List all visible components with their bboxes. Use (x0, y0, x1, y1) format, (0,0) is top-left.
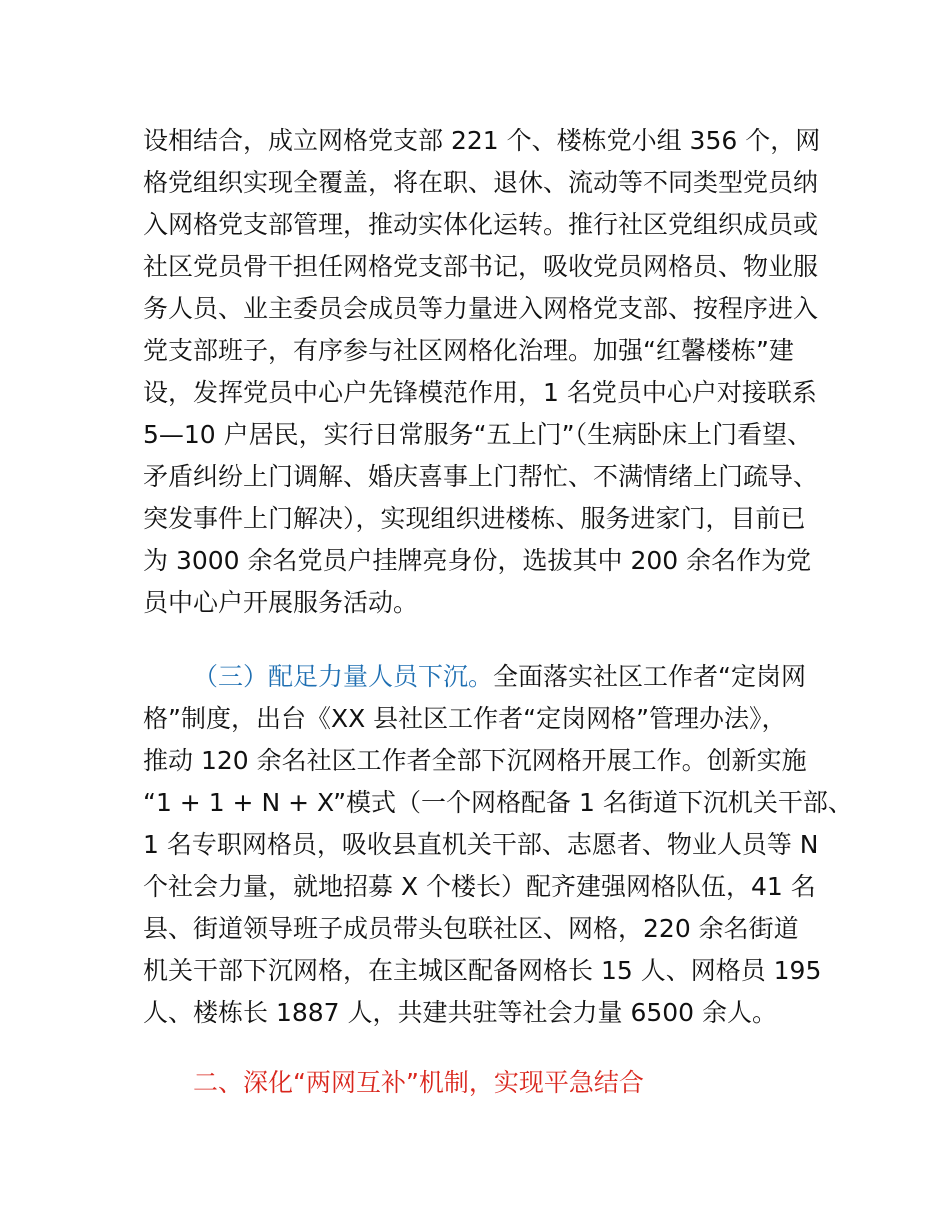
paragraph-line: 1 名专职网格员，吸收县直机关干部、志愿者、物业人员等 N (143, 830, 819, 859)
section-heading: 二、深化“两网互补”机制，实现平急结合 (193, 1068, 644, 1097)
paragraph-line: 设相结合，成立网格党支部 221 个、楼栋党小组 356 个，网 (143, 126, 821, 155)
paragraph-line: 社区党员骨干担任网格党支部书记，吸收党员网格员、物业服 (143, 252, 819, 281)
paragraph-line: 人、楼栋长 1887 人，共建共驻等社会力量 6500 余人。 (143, 998, 778, 1027)
paragraph-line: 为 3000 余名党员户挂牌亮身份，选拔其中 200 余名作为党 (143, 546, 812, 575)
paragraph-line: 突发事件上门解决），实现组织进楼栋、服务进家门，目前已 (143, 504, 806, 533)
paragraph-line: 设，发挥党员中心户先锋模范作用，1 名党员中心户对接联系 (143, 378, 817, 407)
paragraph-line: 县、街道领导班子成员带头包联社区、网格，220 余名街道 (143, 914, 799, 943)
paragraph-line: 入网格党支部管理，推动实体化运转。推行社区党组织成员或 (143, 210, 819, 239)
paragraph-line: 党支部班子，有序参与社区网格化治理。加强“红馨楼栋”建 (143, 336, 794, 365)
paragraph-line: 机关干部下沉网格，在主城区配备网格长 15 人、网格员 195 (143, 956, 822, 985)
paragraph-line: 个社会力量，就地招募 X 个楼长）配齐建强网格队伍，41 名 (143, 872, 816, 901)
subheading-text: （三）配足力量人员下沉。 (193, 662, 494, 691)
paragraph-line: 格党组织实现全覆盖，将在职、退休、流动等不同类型党员纳 (143, 168, 819, 197)
paragraph-line: 格”制度，出台《XX 县社区工作者“定岗网格”管理办法》， (143, 704, 787, 733)
paragraph-first-line (193, 660, 806, 694)
paragraph-line: 员中心户开展服务活动。 (143, 588, 419, 617)
paragraph-line: “1 + 1 + N + X”模式（一个网格配备 1 名街道下沉机关干部、 (143, 788, 853, 817)
paragraph-text: 全面落实社区工作者“定岗网 (493, 662, 806, 691)
paragraph-line: 务人员、业主委员会成员等力量进入网格党支部、按程序进入 (143, 294, 819, 323)
paragraph-line: 推动 120 余名社区工作者全部下沉网格开展工作。创新实施 (143, 746, 807, 775)
paragraph-line: 5—10 户居民，实行日常服务“五上门”（生病卧床上门看望、 (143, 420, 813, 449)
paragraph-line: 矛盾纠纷上门调解、婚庆喜事上门帮忙、不满情绪上门疏导、 (143, 462, 819, 491)
